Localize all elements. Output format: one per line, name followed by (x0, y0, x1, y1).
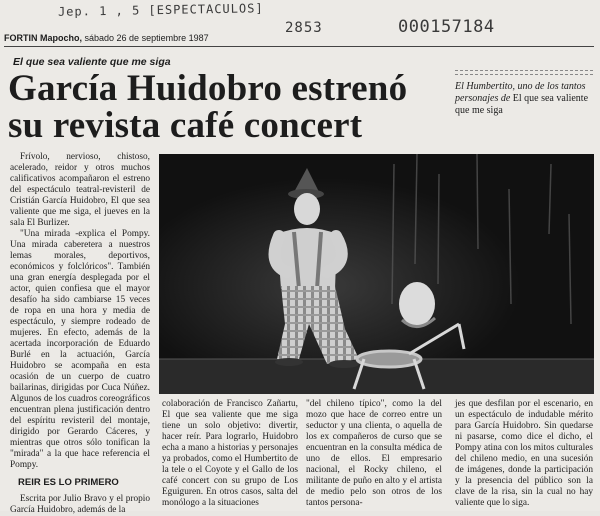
column-2-text: colaboración de Francisco Zañartu, El que sea valiente que me siga tiene un solo objetivo: divertir, hacer reír. Para lograrlo, Huidobro echa a mano a historias y personajes ya probados, como el Humbertito de la tele o el Coyote y el Gallo de los café concert con su grupo de Los Eguiguren. En otros casos, salta del monólogo a la situaciones (162, 399, 298, 508)
caption-text (455, 81, 593, 117)
paragraph-3: Escrita por Julio Bravo y el propio García Huidobro, además de la (10, 494, 150, 515)
caption-rest: El que sea valiente que me siga (455, 93, 589, 116)
newspaper-name: FORTIN Mapocho, (4, 33, 82, 43)
column-2 (162, 399, 298, 509)
handwritten-catalog-number: 000157184 (398, 17, 495, 37)
subheading: REIR ES LO PRIMERO (18, 477, 119, 488)
column-3-text: "del chileno típico", como la del mozo que hace de correo entre un seductor y una clienta, o aquella de los ex compañeros de curso que se encuentran en la consulta médica de uno de ellos. El empresario nacional, el Rocky chileno, el militante de puño en alto y el artista de medio pelo son otros de los tantos persona- (306, 399, 442, 508)
paragraph-1: Frívolo, nervioso, chistoso, acelerado, reidor y otros muchos calificativos acompañaron el estreno del espectáculo teatral-revisteril de Cristián García Huidobro, El que sea valiente que me siga, el jueves en la sala El Burlizer. (10, 152, 150, 228)
headline: García Huidobro estrenó su revista café concert (8, 68, 408, 146)
column-3 (306, 399, 442, 509)
kicker: El que sea valiente que me siga (13, 56, 171, 68)
photo-caption (455, 70, 593, 117)
column-4-text: jes que desfilan por el escenario, en un espectáculo de indudable mérito para García Huidobro. Sin quedarse ni pasarse, como dice el dicho, el Pompy atina con los mitos culturales del chileno medio, en una sucesión de imágenes, donde la participación y la presencia del público son la clave de la risa, sin la cual no hay valiente que lo siga. (455, 399, 593, 508)
handwritten-archive-note: Jep. 1 , 5 [ESPECTACULOS] (57, 1, 264, 19)
publication-date: sábado 26 de septiembre 1987 (84, 33, 209, 43)
performer-photo (159, 154, 594, 394)
source-line (4, 33, 209, 43)
caption-italic: uno de los tantos personajes de (455, 81, 586, 104)
handwritten-number: 2853 (285, 20, 323, 36)
paragraph-2: "Una mirada -explica el Pompy. Una mirada caberetera a nuestros lemas morales, deportivos, económicos y folclóricos". También una gran energía desplegada por el actor, quien confiesa que el mayor desafío ha sido cambiarse 15 veces de ropa en una hora y media de espectáculo, y siempre rodeado de mujeres. En efecto, además de la acertada incorporación de Eduardo Burlé en la actuación, García Huidobro se acompaña en esta ocasión de un cuerpo de cuatro bailarinas, dirigidas por Cuca Núñez. Algunos de los cuadros coreográficos encuentran plena justificación dentro del espíritu revisteril del montaje, dirigido por Gerardo Cáceres, y mientras que otros sólo tonifican la "mirada" a la que hace referencia el Pompy. (10, 229, 150, 470)
divider (4, 46, 594, 47)
column-1 (10, 152, 150, 516)
caption-subject: El Humbertito, (455, 81, 515, 92)
column-4 (455, 399, 593, 509)
caption-rule (455, 70, 593, 75)
stage-photo (159, 154, 594, 394)
